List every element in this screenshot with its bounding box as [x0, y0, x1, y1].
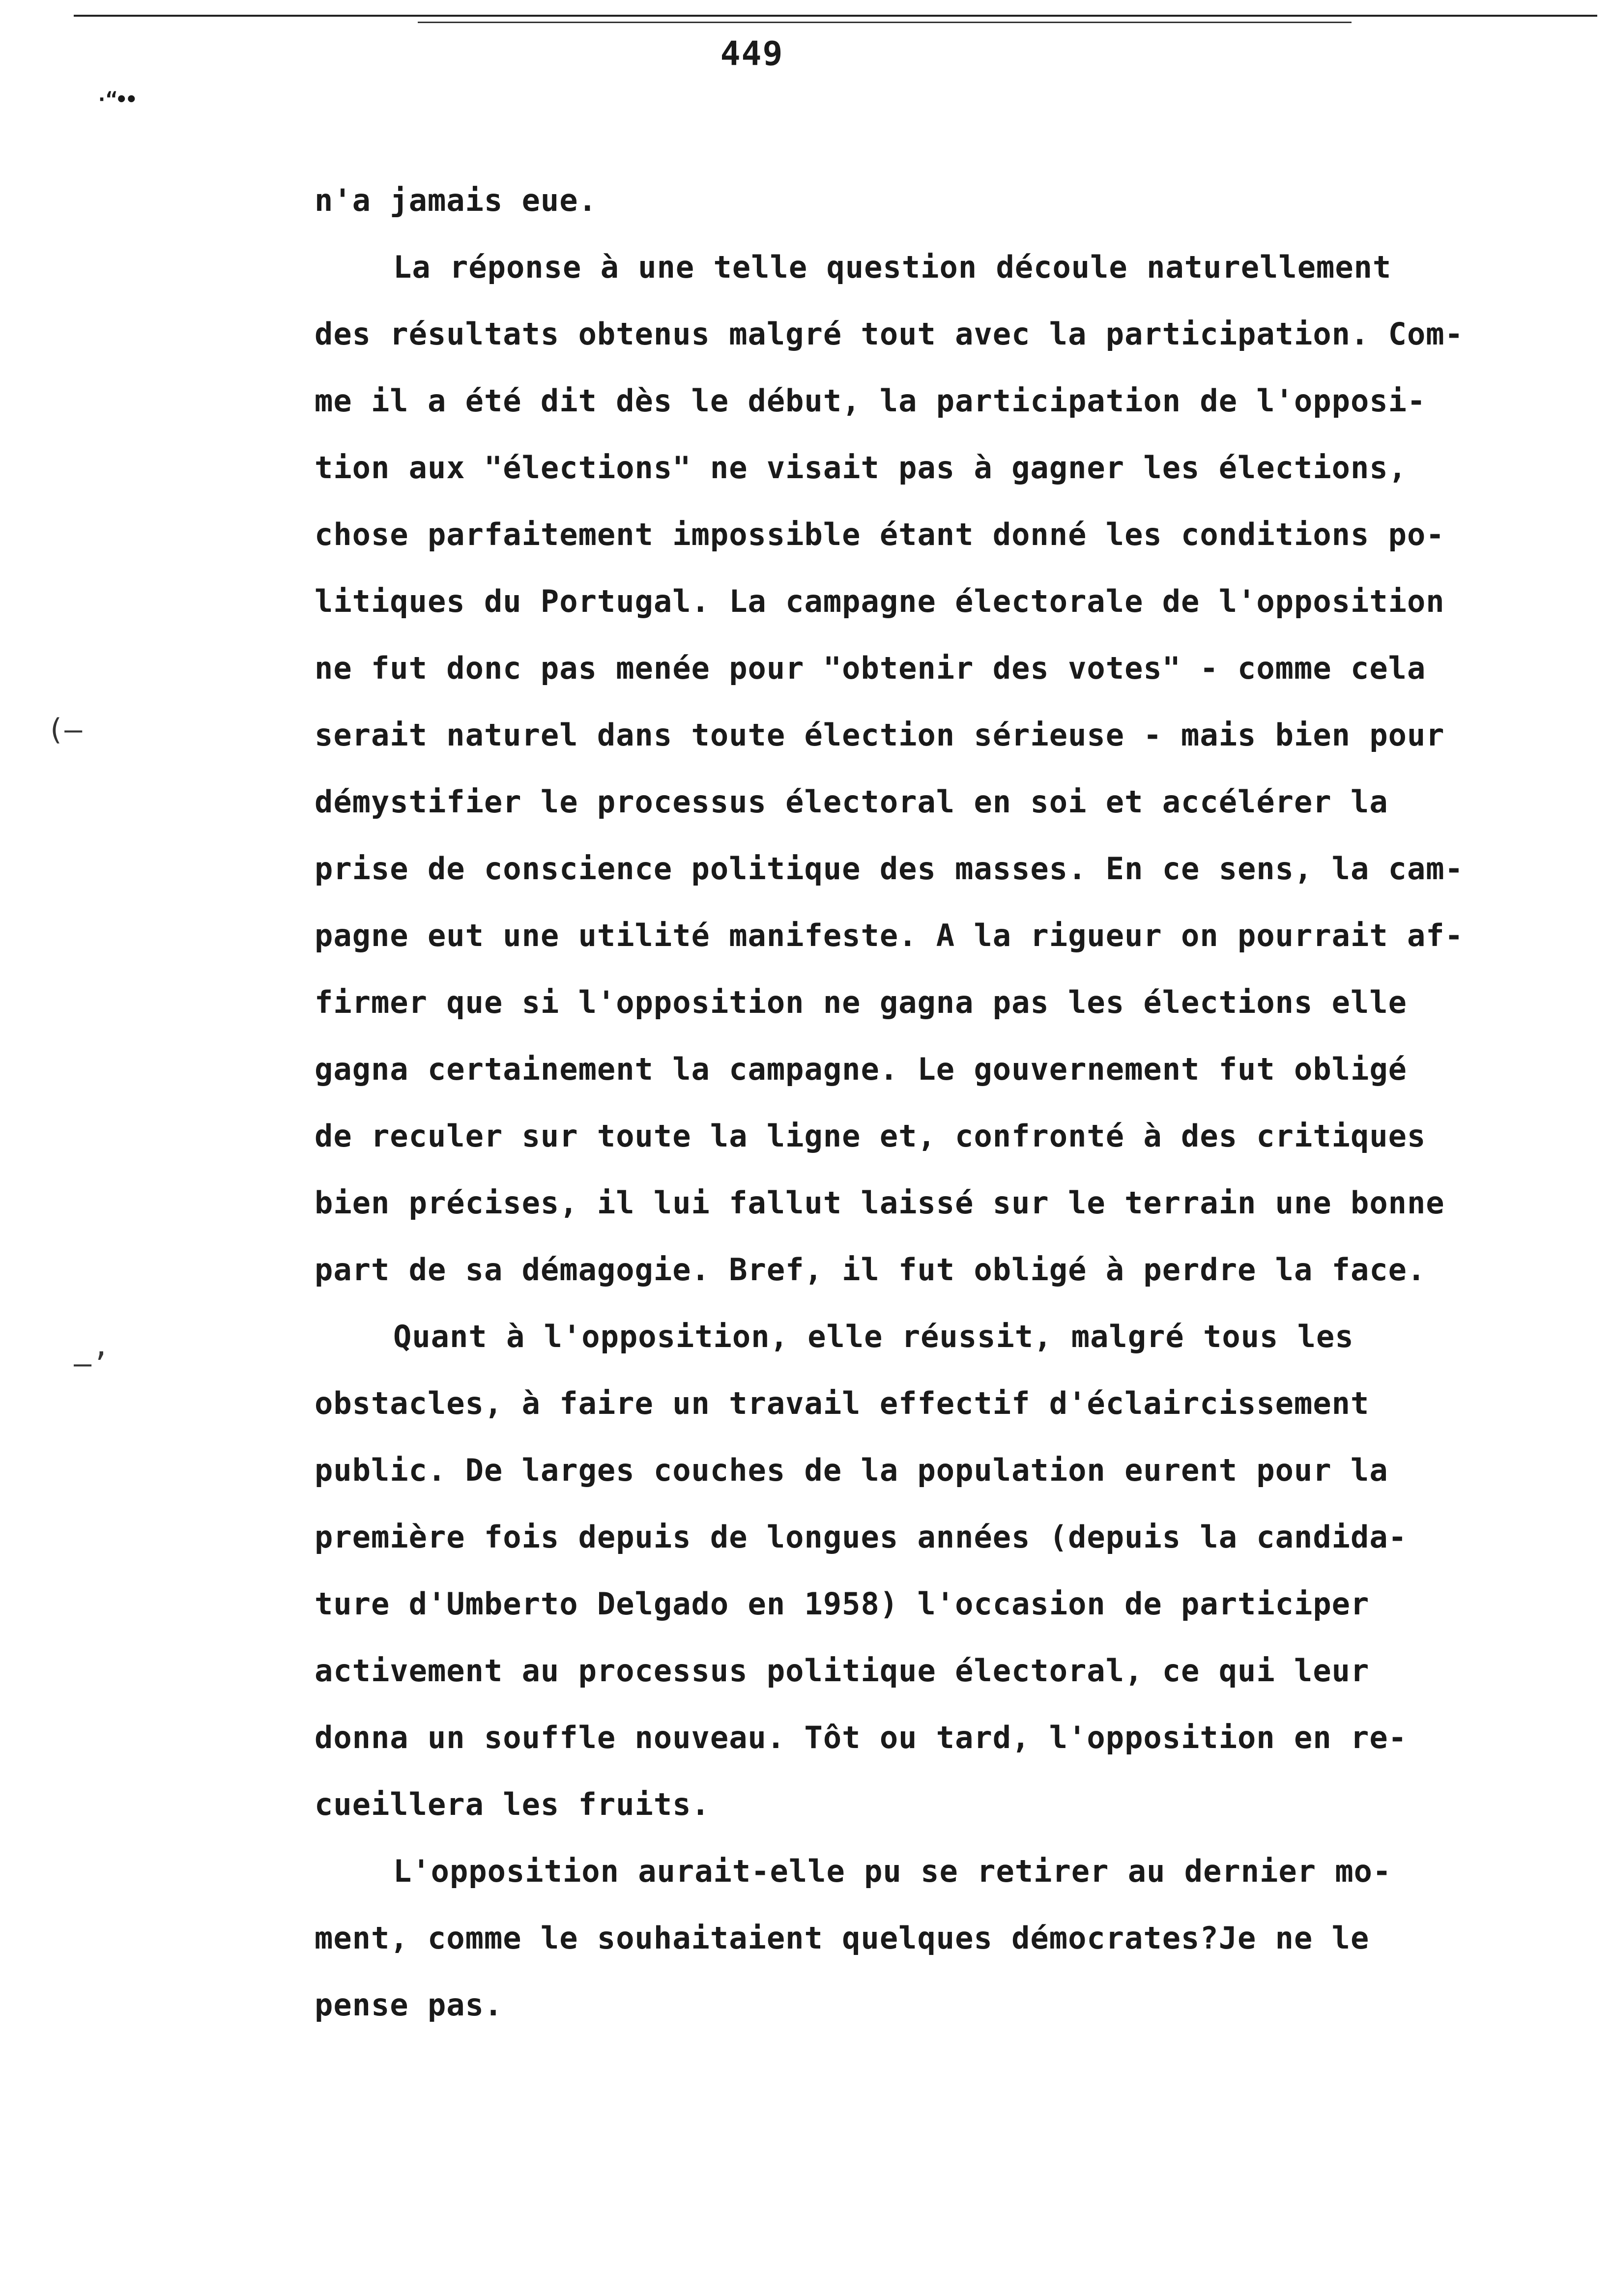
margin-bracket-mark: (— — [47, 713, 83, 747]
text-line: part de sa démagogie. Bref, il fut obligé à perdre la face. — [315, 1252, 1426, 1288]
text-line: gagna certainement la campagne. Le gouvernement fut obligé — [315, 1051, 1407, 1087]
body-text — [315, 167, 1553, 2038]
page-number: 449 — [720, 34, 784, 73]
paragraph — [315, 1303, 1553, 1838]
paragraph — [315, 167, 1553, 234]
text-line: démystifier le processus électoral en soi et accélérer la — [315, 784, 1388, 820]
text-line: des résultats obtenus malgré tout avec la participation. Com- — [315, 316, 1464, 352]
text-line: serait naturel dans toute élection sérieuse - mais bien pour — [315, 717, 1445, 753]
text-line: pagne eut une utilité manifeste. A la rigueur on pourrait af- — [315, 918, 1464, 953]
text-line: ture d'Umberto Delgado en 1958) l'occasion de participer — [315, 1586, 1370, 1622]
text-line: firmer que si l'opposition ne gagna pas les élections elle — [315, 984, 1407, 1020]
text-line: prise de conscience politique des masses. En ce sens, la cam- — [315, 851, 1464, 887]
text-line: de reculer sur toute la ligne et, confronté à des critiques — [315, 1118, 1426, 1154]
paragraph — [315, 234, 1553, 1303]
top-rule — [74, 15, 1597, 17]
text-line: L'opposition aurait-elle pu se retirer au dernier mo- — [393, 1853, 1392, 1889]
text-line: litiques du Portugal. La campagne électorale de l'opposition — [315, 583, 1445, 619]
top-rule-secondary — [418, 22, 1352, 23]
text-line: première fois depuis de longues années (depuis la candida- — [315, 1519, 1407, 1555]
text-line: ne fut donc pas menée pour "obtenir des votes" - comme cela — [315, 650, 1426, 686]
text-line: La réponse à une telle question découle naturellement — [393, 249, 1392, 285]
margin-dash-mark: —ʼ — [74, 1347, 110, 1381]
text-line: activement au processus politique électoral, ce qui leur — [315, 1653, 1370, 1689]
text-line: obstacles, à faire un travail effectif d'éclaircissement — [315, 1385, 1370, 1421]
text-line: ment, comme le souhaitaient quelques démocrates?Je ne le — [315, 1920, 1370, 1956]
text-line: cueillera les fruits. — [315, 1786, 710, 1822]
paragraph — [315, 1838, 1553, 2038]
text-line: n'a jamais eue. — [315, 182, 597, 218]
text-line: Quant à l'opposition, elle réussit, malgré tous les — [393, 1319, 1354, 1354]
text-line: public. De larges couches de la population eurent pour la — [315, 1452, 1388, 1488]
text-line: chose parfaitement impossible étant donné les conditions po- — [315, 517, 1445, 552]
text-line: donna un souffle nouveau. Tôt ou tard, l'opposition en re- — [315, 1720, 1407, 1755]
text-line: pense pas. — [315, 1987, 503, 2023]
text-line: tion aux "élections" ne visait pas à gagner les élections, — [315, 450, 1407, 486]
text-line: bien précises, il lui fallut laissé sur le terrain une bonne — [315, 1185, 1445, 1221]
corner-ink-mark: ·“•• — [96, 88, 136, 111]
text-line: me il a été dit dès le début, la participation de l'opposi- — [315, 383, 1426, 419]
